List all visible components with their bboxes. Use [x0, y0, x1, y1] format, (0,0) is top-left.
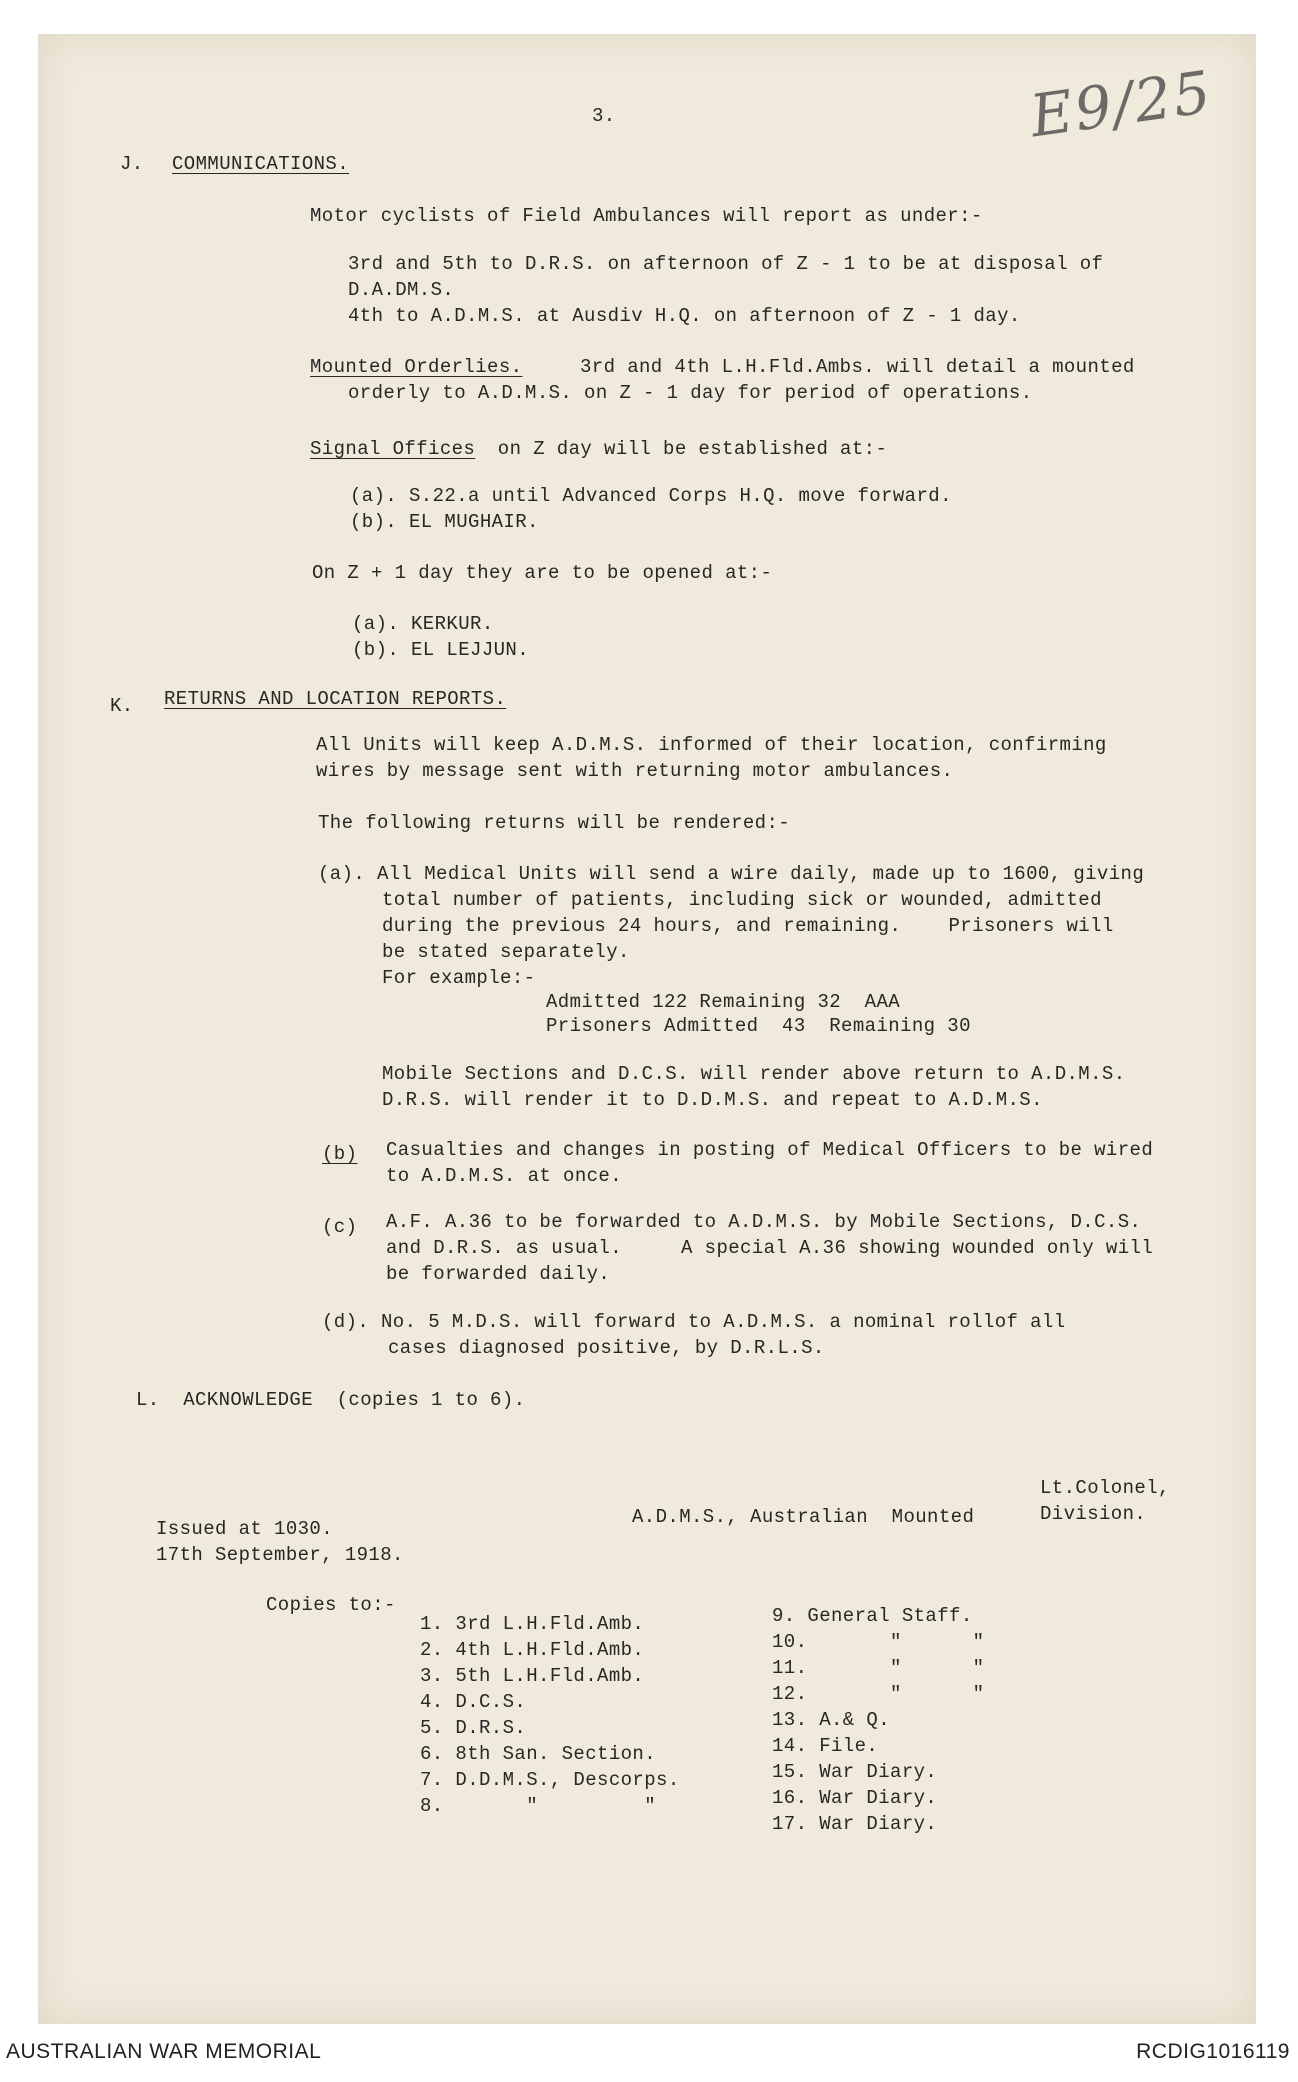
- example-line-1: Admitted 122 Remaining 32 AAA: [546, 991, 901, 1013]
- z1-intro: On Z + 1 day they are to be opened at:-: [312, 562, 773, 584]
- motor-line-1: 3rd and 5th to D.R.S. on afternoon of Z - 1 to be at disposal of: [348, 253, 1104, 275]
- section-k-letter: K.: [110, 695, 134, 717]
- copy-item: 9. General Staff.: [772, 1605, 973, 1627]
- copies-label: Copies to:-: [266, 1594, 396, 1616]
- signal-b: (b). EL MUGHAIR.: [350, 511, 539, 533]
- copy-item: 10. " ": [772, 1631, 985, 1653]
- return-b-1: Casualties and changes in posting of Medical Officers to be wired: [386, 1139, 1154, 1161]
- signature-title: A.D.M.S., Australian Mounted: [632, 1506, 975, 1528]
- k-intro-2: wires by message sent with returning motor ambulances.: [316, 760, 954, 782]
- copy-item: 7. D.D.M.S., Descorps.: [420, 1769, 680, 1791]
- return-a-5: For example:-: [382, 967, 536, 989]
- return-b-2: to A.D.M.S. at once.: [386, 1165, 623, 1187]
- example-line-2: Prisoners Admitted 43 Remaining 30: [546, 1015, 971, 1037]
- return-c-label: (c): [322, 1216, 358, 1238]
- section-k-heading: RETURNS AND LOCATION REPORTS.: [164, 688, 507, 710]
- copy-item: 16. War Diary.: [772, 1787, 938, 1809]
- mobile-line-2: D.R.S. will render it to D.D.M.S. and repeat to A.D.M.S.: [382, 1089, 1043, 1111]
- signal-a: (a). S.22.a until Advanced Corps H.Q. move forward.: [350, 485, 952, 507]
- copy-item: 2. 4th L.H.Fld.Amb.: [420, 1639, 645, 1661]
- signal-label: Signal Offices: [310, 438, 476, 460]
- page-number: 3.: [592, 105, 616, 127]
- orderlies-text-2: orderly to A.D.M.S. on Z - 1 day for period of operations.: [348, 382, 1033, 404]
- signature-division: Division.: [1040, 1503, 1147, 1525]
- return-c-3: be forwarded daily.: [386, 1263, 611, 1285]
- section-j-heading: COMMUNICATIONS.: [172, 153, 350, 175]
- k-intro-1: All Units will keep A.D.M.S. informed of their location, confirming: [316, 734, 1107, 756]
- copy-item: 4. D.C.S.: [420, 1691, 527, 1713]
- return-a-3: during the previous 24 hours, and remaining. Prisoners will: [382, 915, 1114, 937]
- signature-rank: Lt.Colonel,: [1040, 1477, 1170, 1499]
- copy-item: 12. " ": [772, 1683, 985, 1705]
- section-j-letter: J.: [120, 153, 144, 175]
- return-b-label: (b): [322, 1143, 358, 1165]
- signal-text: on Z day will be established at:-: [486, 438, 888, 460]
- return-c-2: and D.R.S. as usual. A special A.36 showing wounded only will: [386, 1237, 1154, 1259]
- return-a-4: be stated separately.: [382, 941, 630, 963]
- z1-a: (a). KERKUR.: [352, 613, 494, 635]
- copy-item: 5. D.R.S.: [420, 1717, 527, 1739]
- copy-item: 3. 5th L.H.Fld.Amb.: [420, 1665, 645, 1687]
- footer-archive-name: AUSTRALIAN WAR MEMORIAL: [6, 2040, 322, 2063]
- issued-date: 17th September, 1918.: [156, 1544, 404, 1566]
- footer-record-id: RCDIG1016119: [1136, 2040, 1290, 2063]
- copy-item: 8. " ": [420, 1795, 657, 1817]
- return-d-2: cases diagnosed positive, by D.R.L.S.: [388, 1337, 825, 1359]
- returns-intro: The following returns will be rendered:-: [318, 812, 791, 834]
- copy-item: 11. " ": [772, 1657, 985, 1679]
- return-c-1: A.F. A.36 to be forwarded to A.D.M.S. by Mobile Sections, D.C.S.: [386, 1211, 1142, 1233]
- return-d-1: (d). No. 5 M.D.S. will forward to A.D.M.S. a nominal rollof all: [322, 1311, 1066, 1333]
- return-a-1: (a). All Medical Units will send a wire daily, made up to 1600, giving: [318, 863, 1145, 885]
- return-a-2: total number of patients, including sick or wounded, admitted: [382, 889, 1102, 911]
- copy-item: 15. War Diary.: [772, 1761, 938, 1783]
- copy-item: 17. War Diary.: [772, 1813, 938, 1835]
- acknowledge-line: L. ACKNOWLEDGE (copies 1 to 6).: [136, 1389, 526, 1411]
- orderlies-text-1: 3rd and 4th L.H.Fld.Ambs. will detail a mounted: [580, 356, 1135, 378]
- motor-line-2: D.A.DM.S.: [348, 279, 455, 301]
- z1-b: (b). EL LEJJUN.: [352, 639, 530, 661]
- motor-line-3: 4th to A.D.M.S. at Ausdiv H.Q. on afternoon of Z - 1 day.: [348, 305, 1021, 327]
- issued-time: Issued at 1030.: [156, 1518, 334, 1540]
- handwritten-reference: E9/25: [1026, 57, 1217, 151]
- mobile-line-1: Mobile Sections and D.C.S. will render above return to A.D.M.S.: [382, 1063, 1126, 1085]
- copy-item: 1. 3rd L.H.Fld.Amb.: [420, 1613, 645, 1635]
- motor-intro: Motor cyclists of Field Ambulances will report as under:-: [310, 205, 983, 227]
- orderlies-label: Mounted Orderlies.: [310, 356, 523, 378]
- copy-item: 13. A.& Q.: [772, 1709, 891, 1731]
- copy-item: 6. 8th San. Section.: [420, 1743, 657, 1765]
- copy-item: 14. File.: [772, 1735, 879, 1757]
